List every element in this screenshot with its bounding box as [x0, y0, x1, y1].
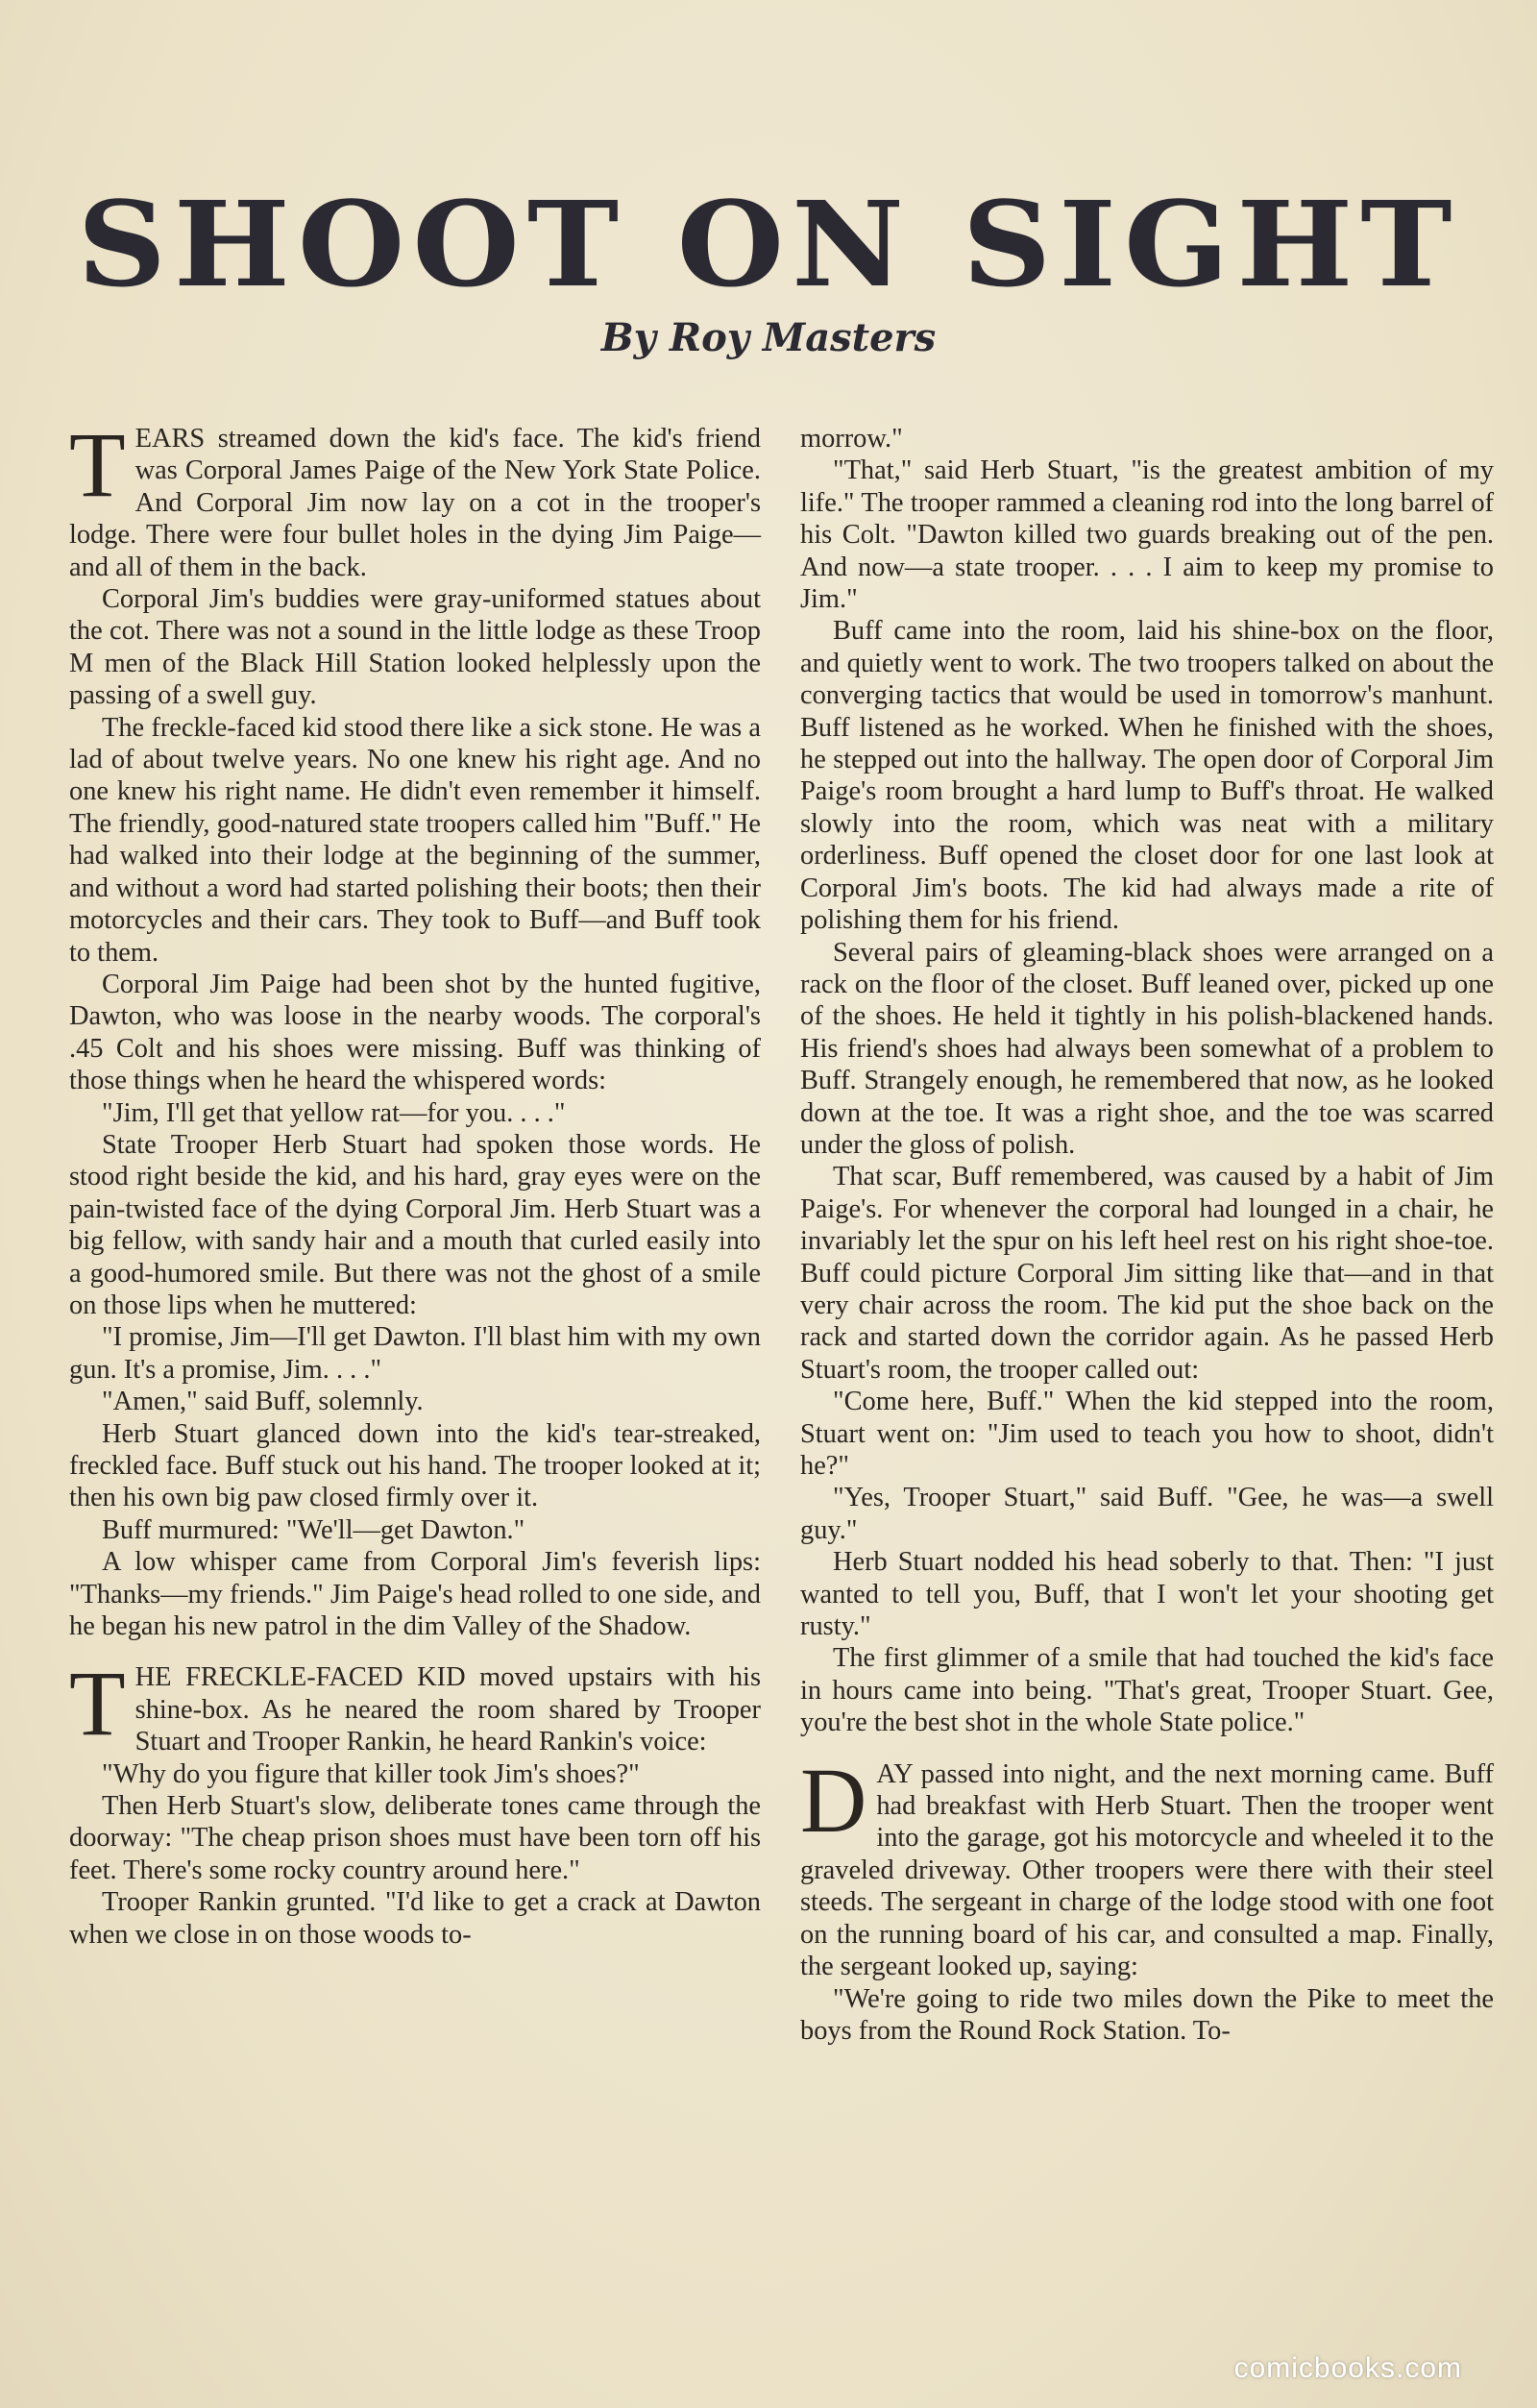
- paragraph: "We're going to ride two miles down the Pike to meet the boys from the Round Rock Station. To-: [800, 1983, 1494, 2046]
- paragraph: [800, 1748, 1494, 1983]
- right-column: [800, 423, 1494, 2047]
- paragraph: "I promise, Jim—I'll get Dawton. I'll blast him with my own gun. It's a promise, Jim. . . .": [69, 1322, 761, 1385]
- paragraph-text: EARS streamed down the kid's face. The kid's friend was Corporal James Paige of the New York State Police. And Corporal Jim now lay on a cot in the trooper's lodge. There were four bullet holes in the dying Jim Paige—and all of them in the back.: [69, 424, 761, 582]
- drop-cap: T: [69, 1652, 126, 1756]
- paragraph: Herb Stuart glanced down into the kid's tear-streaked, freckled face. Buff stuck out his hand. The trooper looked at it; then his own big paw closed firmly over it.: [69, 1418, 761, 1513]
- paragraph: Buff murmured: "We'll—get Dawton.": [102, 1514, 525, 1545]
- paragraph: [69, 1652, 761, 1757]
- section-break: [800, 1739, 1494, 1758]
- paragraph: The freckle-faced kid stood there like a sick stone. He was a lad of about twelve years. No one knew his right age. And no one knew his right name. He didn't even remember it himself. The friendly, good-natured state troopers called him "Buff." He had walked into their lodge at the beginning of the summer, and without a word had started polishing their boots; then their motorcycles and their cars. They took to Buff—and Buff took to them.: [69, 712, 761, 968]
- paragraph: Trooper Rankin grunted. "I'd like to get a crack at Dawton when we close in on those woods to-: [69, 1887, 761, 1950]
- paragraph: The first glimmer of a smile that had touched the kid's face in hours came into being. "That's great, Trooper Stuart. Gee, you're the best shot in the whole State police.": [800, 1643, 1494, 1738]
- paragraph-text: HE FRECKLE-FACED KID moved upstairs with his shine-box. As he neared the room shared by Trooper Stuart and Trooper Rankin, he heard Rankin's voice:: [134, 1662, 761, 1757]
- paragraph: morrow.": [800, 424, 903, 454]
- paragraph: That scar, Buff remembered, was caused by a habit of Jim Paige's. For whenever the corporal had lounged in a chair, he invariably let the spur on his left heel rest on his right shoe-toe. Buff could picture Corporal Jim sitting like that—and in that very chair across the room. The kid put the shoe back on the rack and started down the corridor again. As he passed Herb Stuart's room, the trooper called out:: [800, 1162, 1494, 1385]
- drop-cap: D: [800, 1748, 867, 1852]
- paragraph: "Amen," said Buff, solemnly.: [102, 1387, 424, 1417]
- paragraph: A low whisper came from Corporal Jim's feverish lips: "Thanks—my friends." Jim Paige's head rolled to one side, and he began his new patrol in the dim Valley of the Shadow.: [69, 1547, 761, 1642]
- section-break: [69, 1642, 761, 1661]
- paragraph: "Why do you figure that killer took Jim's shoes?": [102, 1758, 640, 1789]
- paragraph: [69, 413, 761, 583]
- left-column: [69, 413, 761, 1951]
- paragraph: "Come here, Buff." When the kid stepped into the room, Stuart went on: "Jim used to teach you how to shoot, didn't he?": [800, 1387, 1494, 1481]
- author-byline: By Roy Masters: [600, 315, 937, 360]
- paragraph: Corporal Jim's buddies were gray-uniformed statues about the cot. There was not a sound in the little lodge as these Troop M men of the Black Hill Station looked helplessly upon the passing of a swell guy.: [69, 584, 761, 711]
- paragraph: Corporal Jim Paige had been shot by the hunted fugitive, Dawton, who was loose in the nearby woods. The corporal's .45 Colt and his shoes were missing. Buff was thinking of those things when he heard the whispered words:: [69, 969, 761, 1096]
- paragraph: Several pairs of gleaming-black shoes were arranged on a rack on the floor of the closet. Buff leaned over, picked up one of the shoes. He held it tightly in his polish-blackened hands. His friend's shoes had always been somewhat of a problem to Buff. Strangely enough, he remembered that now, as he looked down at the toe. It was a right shoe, and the toe was scarred under the gloss of polish.: [800, 937, 1494, 1160]
- paragraph-text: AY passed into night, and the next morning came. Buff had breakfast with Herb Stuart. Then the trooper went into the garage, got his motorcycle and wheeled it to the graveled driveway. Other troopers were there with their steel steeds. The sergeant in charge of the lodge stood with one foot on the running board of his car, and consulted a map. Finally, the sergeant looked up, saying:: [800, 1758, 1494, 1982]
- drop-cap: T: [69, 413, 126, 516]
- paragraph: "Jim, I'll get that yellow rat—for you. . . .": [102, 1097, 566, 1128]
- paragraph: "That," said Herb Stuart, "is the greatest ambition of my life." The trooper rammed a cleaning rod into the long barrel of his Colt. "Dawton killed two guards breaking out of the pen. And now—a state trooper. . . . I aim to keep my promise to Jim.": [800, 455, 1494, 615]
- paragraph: Buff came into the room, laid his shine-box on the floor, and quietly went to work. The two troopers talked on about the converging tactics that would be used in tomorrow's manhunt. Buff listened as he worked. When he finished with the shoes, he stepped out into the hallway. The open door of Corporal Jim Paige's room brought a hard lump to Buff's throat. He walked slowly into the room, which was neat with a military orderliness. Buff opened the closet door for one last look at Corporal Jim's boots. The kid had always made a rite of polishing them for his friend.: [800, 616, 1494, 936]
- paragraph: Herb Stuart nodded his head soberly to that. Then: "I just wanted to tell you, Buff, that I won't let your shooting get rusty.": [800, 1547, 1494, 1642]
- paragraph: Then Herb Stuart's slow, deliberate tones came through the doorway: "The cheap prison shoes must have been torn off his feet. There's some rocky country around here.": [69, 1791, 761, 1885]
- site-watermark: comicbooks.com: [1233, 2352, 1462, 2384]
- story-title: SHOOT ON SIGHT: [77, 176, 1460, 314]
- paragraph: State Trooper Herb Stuart had spoken those words. He stood right beside the kid, and his hard, gray eyes were on the pain-twisted face of the dying Corporal Jim. Herb Stuart was a big fellow, with sandy hair and a mouth that curled easily into a good-humored smile. But there was not the ghost of a smile on those lips when he muttered:: [69, 1129, 761, 1320]
- paragraph: "Yes, Trooper Stuart," said Buff. "Gee, he was—a swell guy.": [800, 1483, 1494, 1545]
